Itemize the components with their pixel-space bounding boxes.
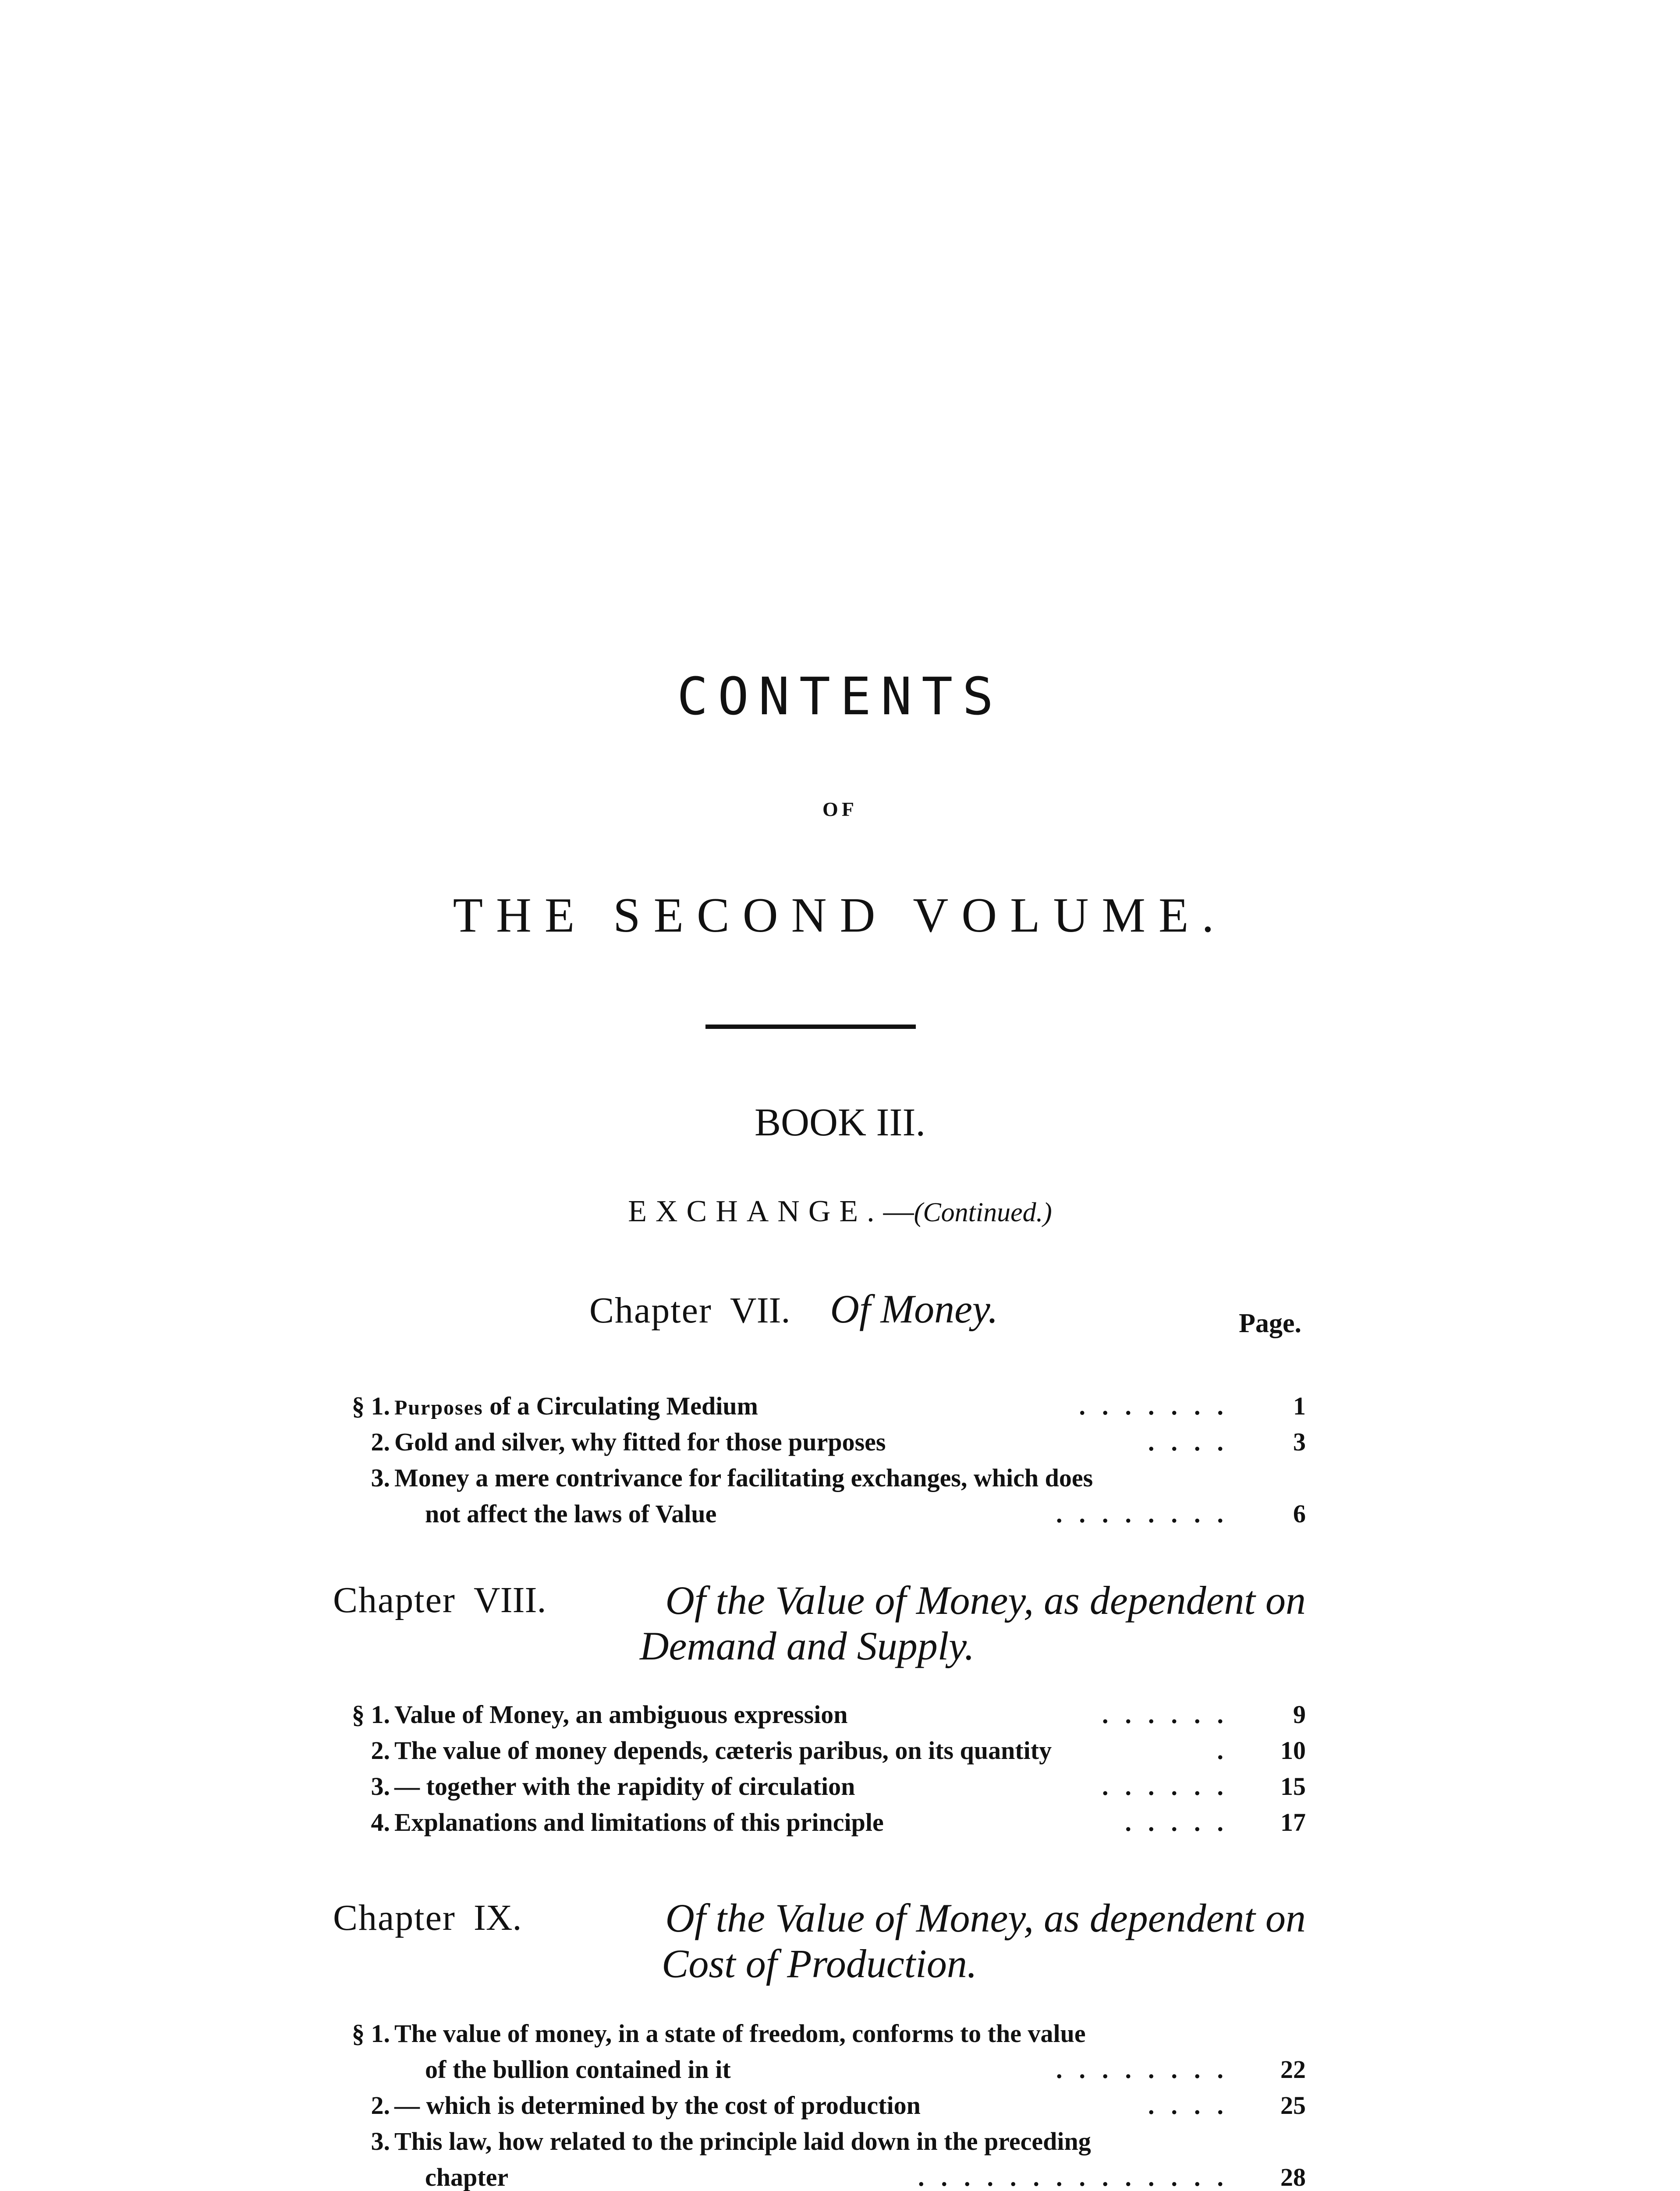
section-number: 2. [371, 1736, 390, 1765]
chapter-title: Of Money. [830, 1287, 998, 1331]
chapter-heading-line [333, 1941, 1306, 1988]
contents-title: CONTENTS [677, 666, 1003, 727]
chapter-number: VII. [730, 1290, 790, 1331]
title-rule [705, 1025, 916, 1029]
leader-dots: ........ [1056, 2055, 1240, 2084]
chapter-label [333, 1580, 456, 1620]
section-number: 3. [371, 2127, 390, 2156]
leader-dots: . [1217, 1736, 1240, 1765]
entry-text [394, 1388, 758, 1426]
section-number: 3. [371, 1464, 390, 1492]
page-number: 28 [1280, 2163, 1306, 2191]
chapter-label [333, 1897, 456, 1938]
entry-text: Gold and silver, why fitted for those purposes [394, 1428, 886, 1456]
leader-dots: ...... [1102, 1700, 1240, 1729]
toc-entry [307, 1733, 1306, 1769]
toc-entry [307, 1697, 1306, 1733]
entry-text: of the bullion contained in it [425, 2055, 731, 2084]
chapter-label-text: Chapter [589, 1290, 712, 1331]
page-number: 25 [1280, 2091, 1306, 2120]
entry-text: — which is determined by the cost of production [394, 2091, 921, 2120]
chapter-title-cont: Demand and Supply. [640, 1624, 975, 1668]
chapter-8-entries [307, 1697, 1306, 1840]
page-number: 6 [1293, 1500, 1306, 1528]
entry-text: This law, how related to the principle laid down in the preceding [394, 2127, 1091, 2156]
section-number: § 1. [352, 2019, 390, 2048]
leader-dots: ........ [1056, 1500, 1240, 1528]
leader-dots: ..... [1125, 1808, 1240, 1836]
page-number: 17 [1280, 1808, 1306, 1836]
chapter-label-text: Chapter [333, 1580, 456, 1620]
entry-text: — together with the rapidity of circulation [394, 1772, 855, 1801]
chapter-label-text: Chapter [333, 1897, 456, 1938]
entry-text: not affect the laws of Value [425, 1500, 717, 1528]
page-number: 15 [1280, 1772, 1306, 1801]
chapter-title-cont: Cost of Production. [662, 1941, 977, 1986]
chapter-title: Of the Value of Money, as dependent on [665, 1896, 1306, 1940]
volume-subtitle: THE SECOND VOLUME. [453, 888, 1227, 943]
section-number: 4. [371, 1808, 390, 1836]
part-dash: — [883, 1195, 914, 1228]
toc-entry-continuation [307, 2159, 1306, 2191]
entry-text: chapter [425, 2163, 509, 2191]
toc-entry [307, 1805, 1306, 1840]
entry-text: The value of money, in a state of freedom, conforms to the value [394, 2019, 1086, 2048]
page-column-label: Page. [1239, 1308, 1301, 1338]
toc-entry [307, 2124, 1306, 2159]
toc-entry [307, 1388, 1306, 1424]
entry-text: Value of Money, an ambiguous expression [394, 1700, 848, 1729]
part-heading [0, 1194, 1680, 1229]
page-number: 22 [1280, 2055, 1306, 2084]
toc-entry [307, 1424, 1306, 1460]
toc-entry [307, 1460, 1306, 1496]
chapter-7-heading [589, 1286, 998, 1336]
entry-text: Explanations and limitations of this principle [394, 1808, 884, 1836]
chapter-heading-line [333, 1895, 1306, 1941]
chapter-8-heading [333, 1578, 1306, 1670]
leader-dots: .............. [918, 2163, 1240, 2191]
toc-entry-continuation [307, 2052, 1306, 2088]
chapter-number: IX. [473, 1897, 522, 1938]
leader-dots: .... [1148, 1428, 1240, 1456]
toc-entry-continuation [307, 1496, 1306, 1532]
entry-text: The value of money depends, cæteris paribus, on its quantity [394, 1736, 1052, 1765]
entry-text-rest: of a Circulating Medium [483, 1392, 758, 1420]
section-number: 2. [371, 2091, 390, 2120]
section-number: § 1. [352, 1392, 390, 1420]
chapter-label [589, 1290, 712, 1331]
section-number: 2. [371, 1428, 390, 1456]
page-number: 3 [1293, 1428, 1306, 1456]
chapter-number: VIII. [473, 1580, 546, 1620]
chapter-title: Of the Value of Money, as dependent on [665, 1578, 1306, 1623]
page-number: 9 [1293, 1700, 1306, 1729]
page-number: 10 [1280, 1736, 1306, 1765]
chapter-7-entries [307, 1388, 1306, 1532]
book-heading: BOOK III. [755, 1101, 925, 1144]
toc-entry [307, 2016, 1306, 2052]
toc-entry [307, 2088, 1306, 2124]
contents-of: OF [822, 798, 858, 820]
page-number: 1 [1293, 1392, 1306, 1420]
leader-dots: ....... [1079, 1392, 1240, 1420]
toc-entry [307, 1769, 1306, 1805]
chapter-9-entries [307, 2016, 1306, 2191]
chapter-9-heading [333, 1895, 1306, 1988]
leader-dots: .... [1148, 2091, 1240, 2120]
chapter-heading-line [333, 1623, 1306, 1670]
entry-text-smallcaps: Purposes [394, 1396, 483, 1419]
chapter-heading-line [333, 1578, 1306, 1623]
leader-dots: ...... [1102, 1772, 1240, 1801]
part-continued: (Continued.) [914, 1198, 1052, 1227]
section-number: 3. [371, 1772, 390, 1801]
entry-text: Money a mere contrivance for facilitating exchanges, which does [394, 1464, 1093, 1492]
part-name: EXCHANGE. [628, 1195, 883, 1228]
section-number: § 1. [352, 1700, 390, 1729]
